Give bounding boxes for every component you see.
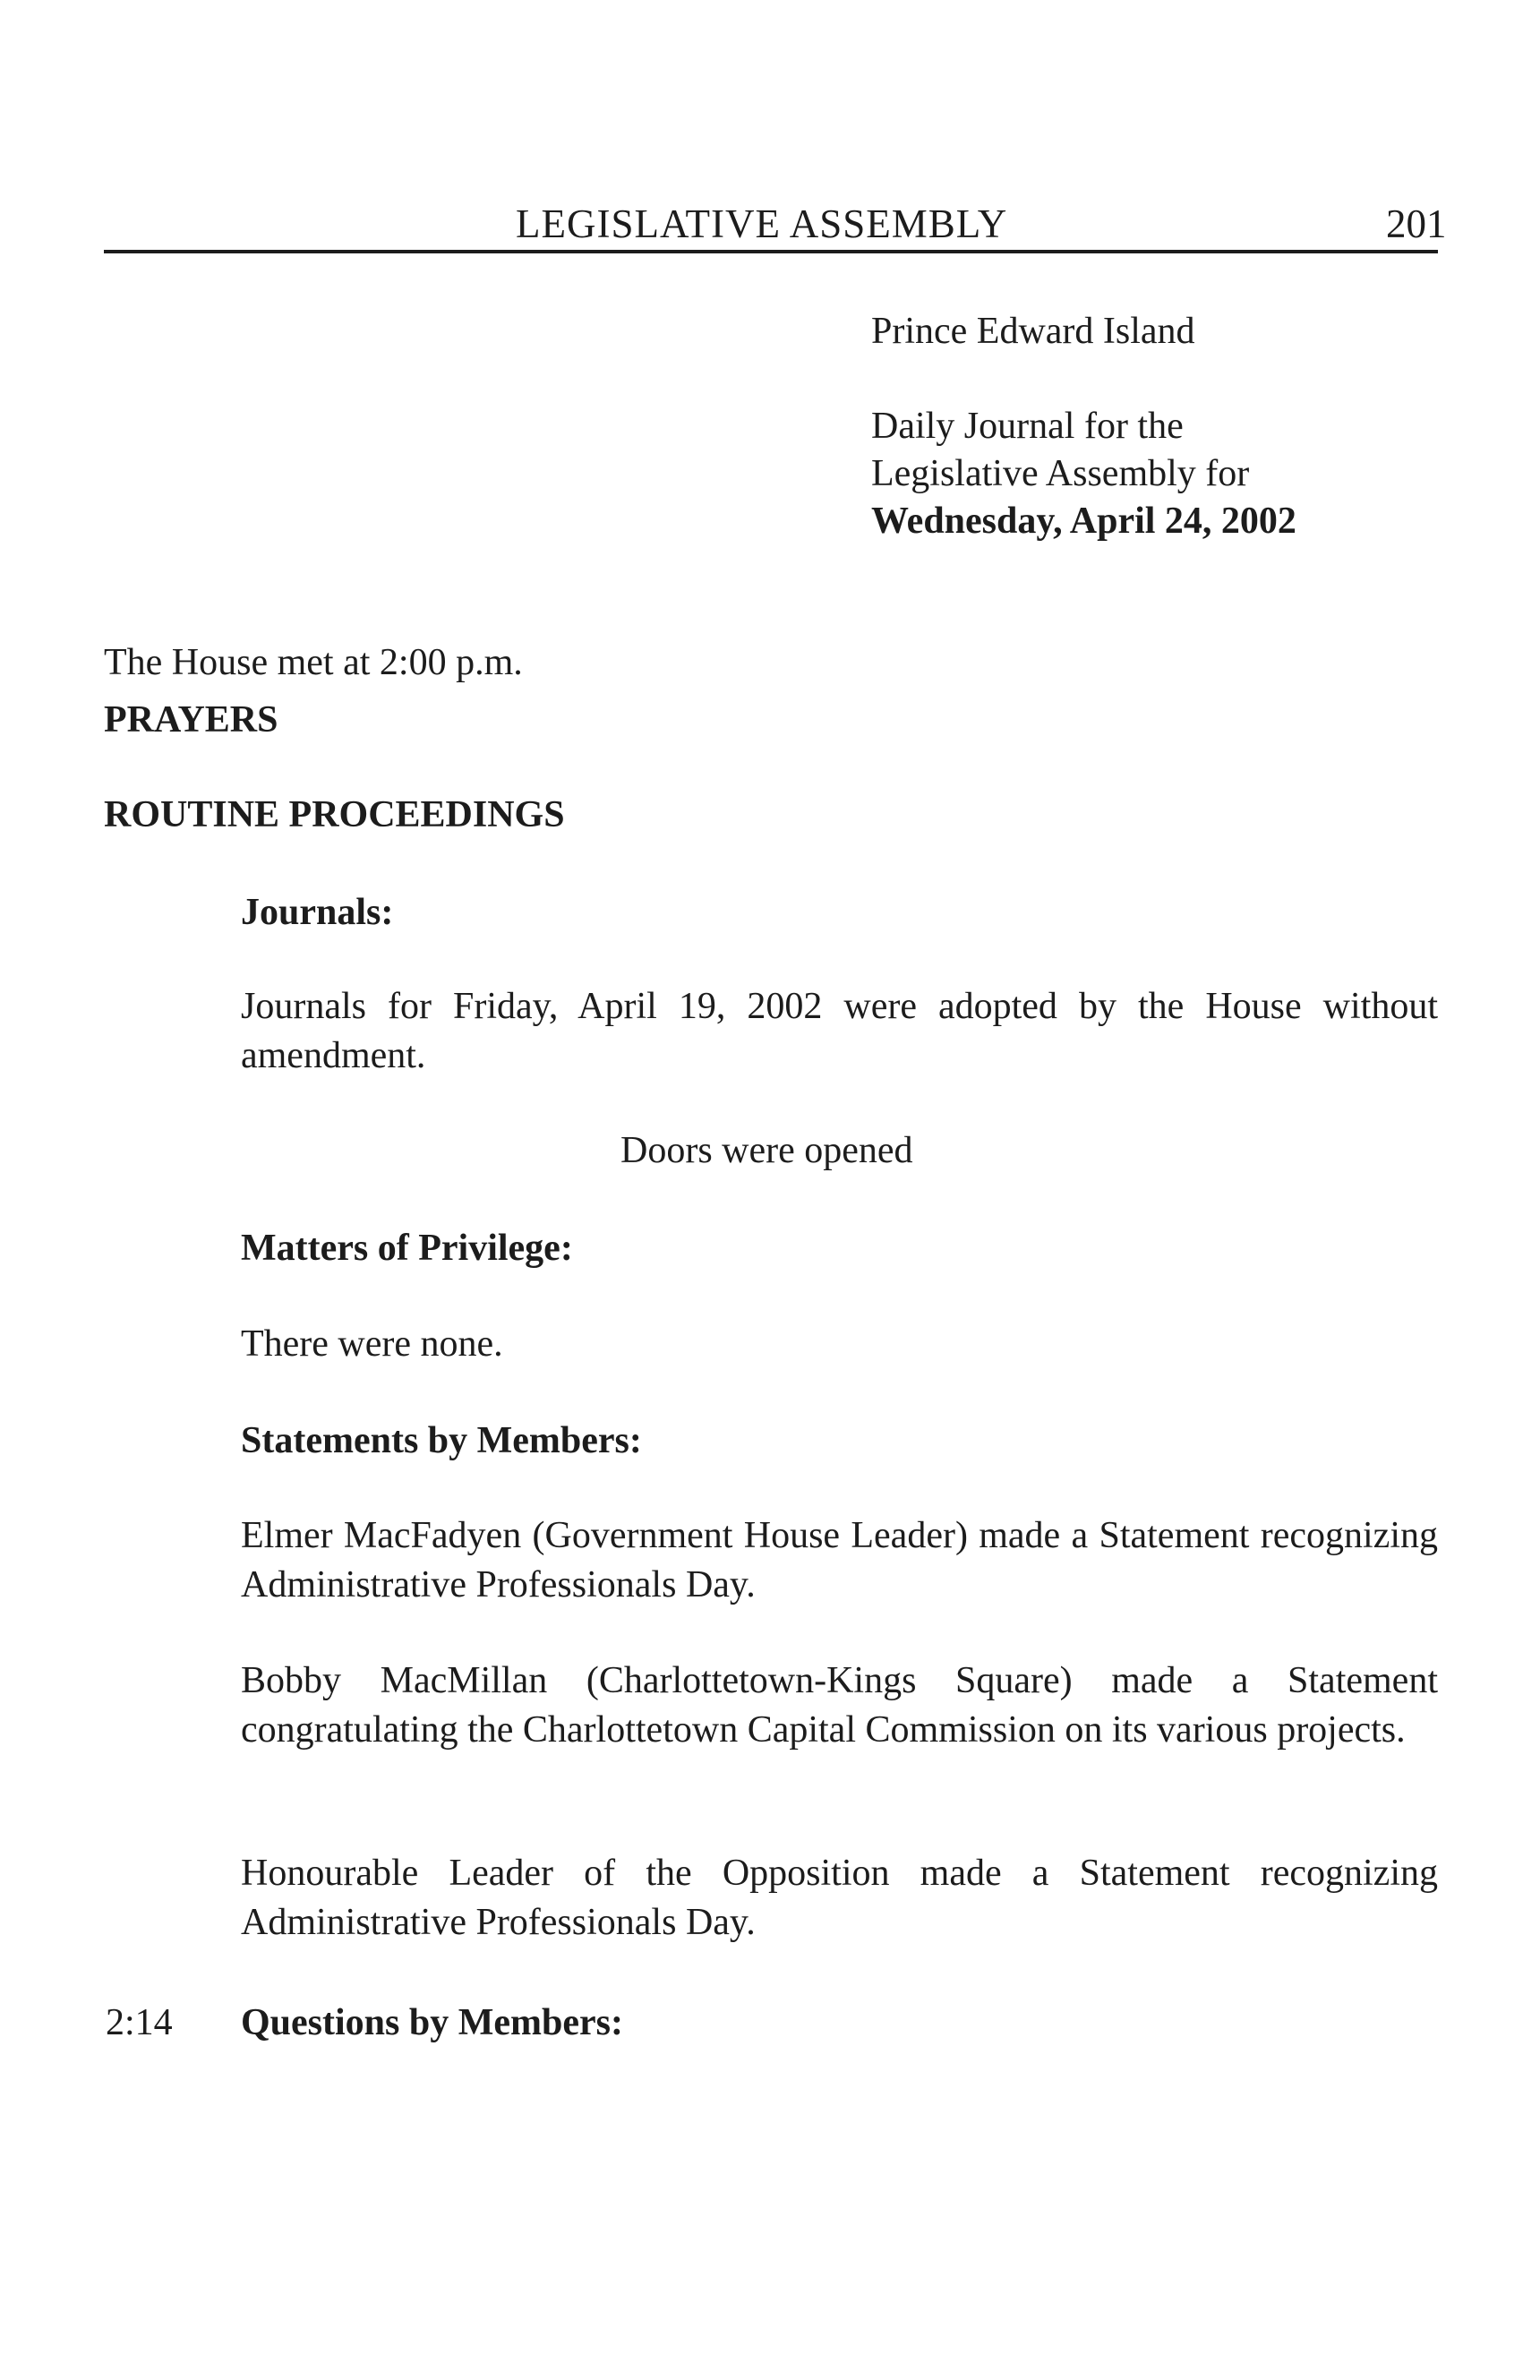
journals-text: Journals for Friday, April 19, 2002 were adopted by the House without amendment. — [241, 986, 1438, 1076]
statement-item: Honourable Leader of the Opposition made a Statement recognizing Administrative Professionals Day. — [241, 1853, 1438, 1943]
statements-heading: Statements by Members: — [241, 1420, 642, 1461]
privilege-text: There were none. — [241, 1323, 503, 1365]
journal-date: Wednesday, April 24, 2002 — [871, 501, 1296, 542]
statement-item: Bobby MacMillan (Charlottetown-Kings Square) made a Statement congratulating the Charlottetown Capital Commission on its various projects. — [241, 1660, 1438, 1751]
doors-opened-text: Doors were opened — [620, 1130, 913, 1171]
questions-time: 2:14 — [106, 2002, 173, 2043]
page-number: 201 — [1386, 201, 1447, 246]
running-header-title: LEGISLATIVE ASSEMBLY — [516, 201, 1008, 246]
journals-heading: Journals: — [241, 892, 394, 933]
questions-heading: Questions by Members: — [241, 2002, 623, 2043]
prayers-heading: PRAYERS — [104, 699, 278, 741]
journal-title-line-2: Legislative Assembly for — [871, 453, 1250, 494]
house-met-text: The House met at 2:00 p.m. — [104, 642, 523, 683]
header-rule — [104, 250, 1438, 253]
privilege-heading: Matters of Privilege: — [241, 1228, 573, 1269]
statement-item: Elmer MacFadyen (Government House Leader) made a Statement recognizing Administrative Professionals Day. — [241, 1515, 1438, 1605]
journal-title-line-1: Daily Journal for the — [871, 406, 1184, 447]
journal-title-block — [871, 403, 1296, 545]
province-name: Prince Edward Island — [871, 311, 1195, 352]
routine-proceedings-heading: ROUTINE PROCEEDINGS — [104, 794, 565, 835]
